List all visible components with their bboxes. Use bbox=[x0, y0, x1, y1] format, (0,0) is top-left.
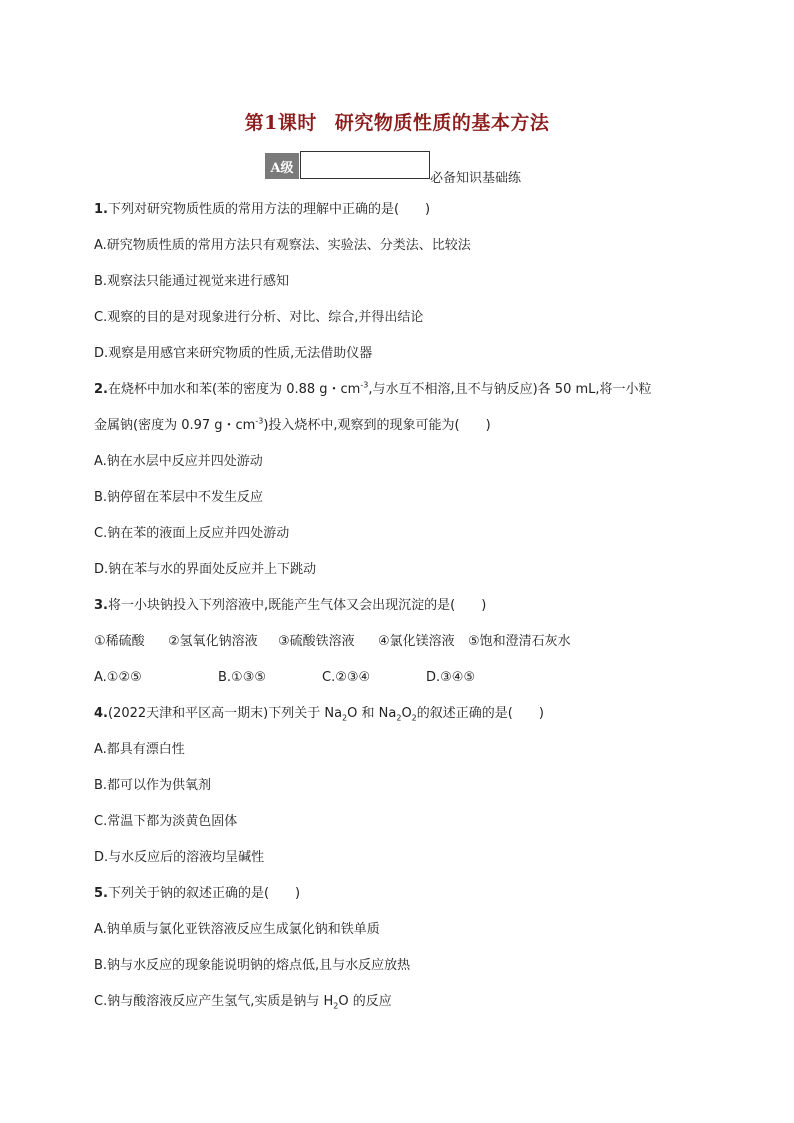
page-title bbox=[0, 108, 794, 135]
question-text: ,与水互不相溶,且不与钠反应)各 50 mL,将一小粒 bbox=[368, 382, 652, 397]
question-1-stem bbox=[94, 201, 714, 219]
question-number: 1. bbox=[94, 202, 108, 217]
question-2-option-d: D.钠在苯与水的界面处反应并上下跳动 bbox=[94, 562, 317, 577]
question-5-option-b: B.钠与水反应的现象能说明钠的熔点低,且与水反应放热 bbox=[94, 958, 411, 973]
question-number: 2. bbox=[94, 382, 108, 397]
question-2-option-b: B.钠停留在苯层中不发生反应 bbox=[94, 490, 264, 505]
question-3-option-a: A.①②⑤ bbox=[94, 670, 142, 685]
question-1-option-b: B.观察法只能通过视觉来进行感知 bbox=[94, 274, 290, 289]
question-2-stem-line1 bbox=[94, 381, 714, 399]
list-item: ②氢氧化钠溶液 bbox=[168, 634, 258, 649]
question-text: O 和 Na bbox=[347, 706, 397, 721]
question-3-option-b: B.①③⑤ bbox=[218, 670, 267, 685]
question-2-option-c: C.钠在苯的液面上反应并四处游动 bbox=[94, 526, 290, 541]
subscript: 2 bbox=[333, 1001, 339, 1011]
question-1-option-d: D.观察是用感官来研究物质的性质,无法借助仪器 bbox=[94, 346, 373, 361]
question-4-option-d: D.与水反应后的溶液均呈碱性 bbox=[94, 850, 265, 865]
option-text: O 的反应 bbox=[338, 994, 392, 1009]
question-5-stem bbox=[94, 885, 714, 903]
question-4-option-c: C.常温下都为淡黄色固体 bbox=[94, 814, 238, 829]
title-topic: 研究物质性质的基本方法 bbox=[334, 112, 550, 134]
question-text: 下列关于钠的叙述正确的是( ) bbox=[107, 886, 301, 901]
title-lesson: 第1课时 bbox=[244, 112, 317, 134]
superscript: -3 bbox=[255, 416, 264, 426]
question-1-option-c: C.观察的目的是对现象进行分析、对比、综合,并得出结论 bbox=[94, 310, 424, 325]
question-number: 4. bbox=[94, 706, 108, 721]
question-text: 金属钠(密度为 0.97 g・cm bbox=[94, 418, 256, 433]
subscript: 2 bbox=[411, 713, 417, 723]
question-1-option-a: A.研究物质性质的常用方法只有观察法、实验法、分类法、比较法 bbox=[94, 238, 471, 253]
question-4-stem bbox=[94, 705, 714, 723]
list-item: ④氯化镁溶液 bbox=[378, 634, 455, 649]
question-4-option-a: A.都具有漂白性 bbox=[94, 742, 185, 757]
question-5-option-a: A.钠单质与氯化亚铁溶液反应生成氯化钠和铁单质 bbox=[94, 922, 380, 937]
question-2-option-a: A.钠在水层中反应并四处游动 bbox=[94, 454, 263, 469]
question-text: 的叙述正确的是( ) bbox=[416, 706, 544, 721]
level-badge: A级 bbox=[265, 153, 299, 179]
question-3-items bbox=[94, 633, 571, 651]
question-4-option-b: B.都可以作为供氧剂 bbox=[94, 778, 212, 793]
level-header bbox=[265, 151, 565, 186]
question-number: 3. bbox=[94, 598, 108, 613]
question-3-option-d: D.③④⑤ bbox=[426, 670, 476, 685]
superscript: -3 bbox=[360, 380, 369, 390]
question-5-option-c bbox=[94, 993, 392, 1011]
list-item: ③硫酸铁溶液 bbox=[278, 634, 355, 649]
subscript: 2 bbox=[396, 713, 402, 723]
list-item: ①稀硫酸 bbox=[94, 634, 145, 649]
question-text: 将一小块钠投入下列溶液中,既能产生气体又会出现沉淀的是( ) bbox=[107, 598, 487, 613]
question-3-option-c: C.②③④ bbox=[322, 670, 371, 685]
question-number: 5. bbox=[94, 886, 108, 901]
question-text: O bbox=[401, 706, 412, 721]
question-text: 下列对研究物质性质的常用方法的理解中正确的是( ) bbox=[107, 202, 431, 217]
subscript: 2 bbox=[342, 713, 348, 723]
level-blank-box bbox=[300, 151, 430, 179]
question-2-stem-line2 bbox=[94, 417, 714, 435]
question-text: (2022天津和平区高一期末)下列关于 Na bbox=[107, 706, 343, 721]
question-text: 在烧杯中加水和苯(苯的密度为 0.88 g・cm bbox=[107, 382, 361, 397]
option-text: C.钠与酸溶液反应产生氢气,实质是钠与 H bbox=[94, 994, 334, 1009]
question-text: )投入烧杯中,观察到的现象可能为( ) bbox=[263, 418, 491, 433]
list-item: ⑤饱和澄清石灰水 bbox=[468, 634, 571, 649]
question-3-stem bbox=[94, 597, 714, 615]
question-3-options bbox=[94, 669, 475, 687]
level-label: 必备知识基础练 bbox=[430, 171, 522, 186]
